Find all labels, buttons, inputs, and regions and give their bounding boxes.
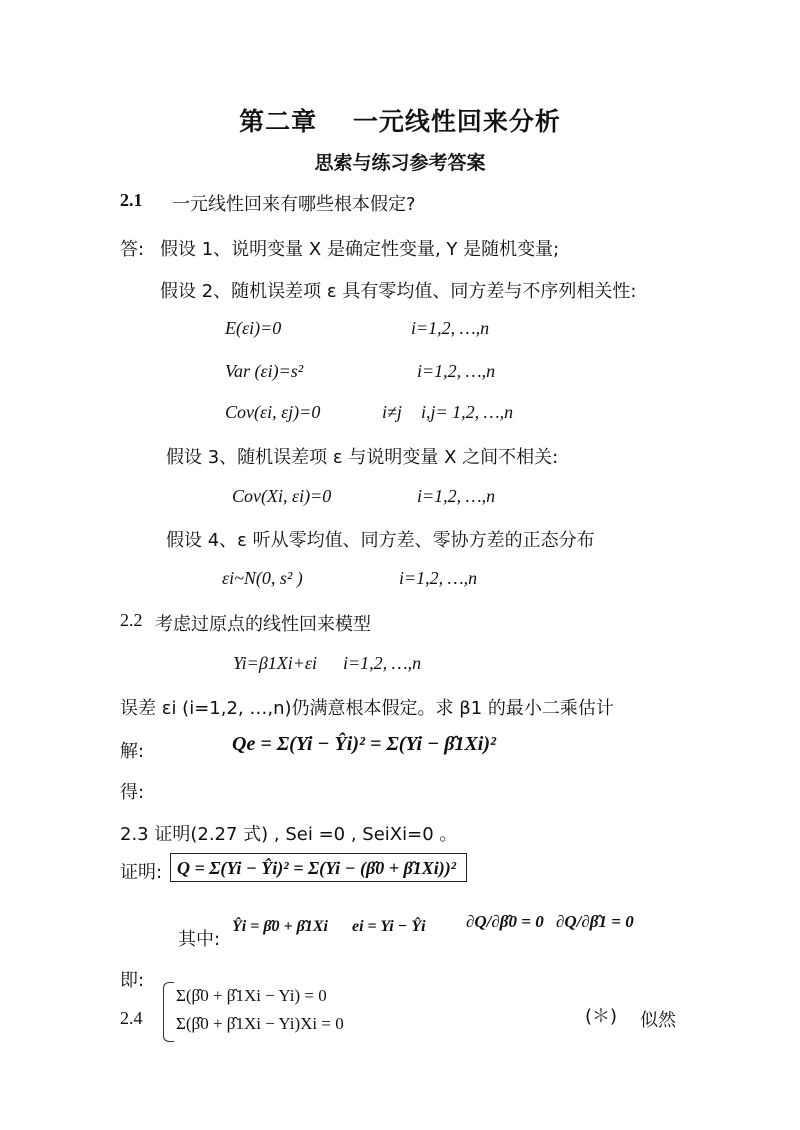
question-text-2-1: 一元线性回来有哪些根本假定? [172,194,416,215]
equation-expectation-range: i=1,2, …,n [411,318,490,338]
equation-mark: (＊) [585,1006,618,1027]
result-label: 得: [120,782,145,803]
assumption-2: 假设 2、随机误差项 ε 具有零均值、同方差与不序列相关性: [160,281,637,302]
trailing-text: 似然 [640,1010,676,1031]
residual-equation: ei = Yi − Ŷi [352,918,426,935]
equation-variance: Var (εi)=s² [225,361,304,381]
answer-label: 答: [120,239,145,260]
equation-normal: εi~N(0, s² ) [222,568,303,588]
question-header-2-3: 2.3 证明(2.27 式) , Sei =0 , SeiXi=0 。 [120,824,458,845]
model-range: i=1,2, …,n [343,653,422,673]
least-squares-formula: Qe = Σ(Yi − Ŷi)² = Σ(Yi − β̂1Xi)² [232,733,497,755]
question-description-2-2: 误差 εi (i=1,2, …,n)仍满意根本假定。求 β1 的最小二乘估计 [120,698,614,719]
equation-covariance-condition: i≠j [382,402,402,422]
equation-cov-x-epsilon: Cov(Xi, εi)=0 [232,486,332,506]
system-brace [163,982,174,1042]
question-number-2-4: 2.4 [120,1008,143,1028]
proof-formula-box: Q = Σ(Yi − Ŷi)² = Σ(Yi − (β̂0 + β̂1Xi))² [170,853,467,882]
assumption-3: 假设 3、随机误差项 ε 与说明变量 X 之间不相关: [166,447,559,468]
question-number-2-2: 2.2 [120,610,143,630]
where-label: 其中: [178,929,221,950]
page-title: 第二章 一元线性回来分析 [239,107,561,136]
fitted-value-equation: Ŷi = β̂0 + β̂1Xi [232,918,328,935]
equation-normal-range: i=1,2, …,n [399,568,478,588]
page-subtitle: 思索与练习参考答案 [314,152,486,174]
model-equation: Yi=β1Xi+εi [233,653,318,673]
assumption-1: 假设 1、说明变量 X 是确定性变量, Y 是随机变量; [160,239,560,260]
partial-derivative-beta0: ∂Q/∂β̂0 = 0 [466,912,544,931]
equation-covariance: Cov(εi, εj)=0 [225,402,321,422]
equation-cov-x-epsilon-range: i=1,2, …,n [417,486,496,506]
equation-covariance-range: i,j= 1,2, …,n [421,402,514,422]
solution-label: 解: [120,741,145,762]
normal-equation-1: Σ(β̂0 + β̂1Xi − Yi) = 0 [176,986,327,1005]
equation-variance-range: i=1,2, …,n [417,361,496,381]
question-text-2-2: 考虑过原点的线性回来模型 [155,614,371,635]
partial-derivative-beta1: ∂Q/∂β̂1 = 0 [556,912,634,931]
assumption-4: 假设 4、ε 听从零均值、同方差、零协方差的正态分布 [166,530,595,551]
therefore-label: 即: [120,970,145,991]
proof-label: 证明: [120,862,163,883]
question-number-2-1: 2.1 [120,190,143,210]
equation-expectation: E(εi)=0 [225,318,282,338]
normal-equation-2: Σ(β̂0 + β̂1Xi − Yi)Xi = 0 [176,1014,344,1033]
